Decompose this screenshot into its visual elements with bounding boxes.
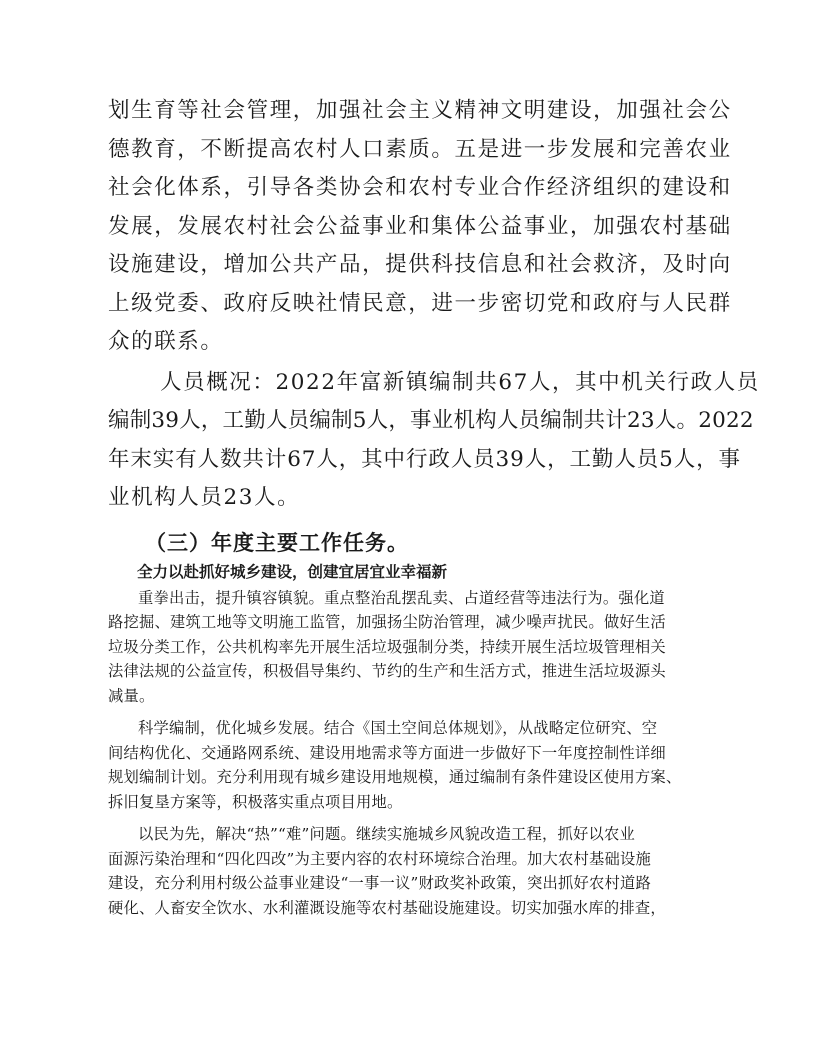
text-line: 年末实有人数共计67人，其中行政人员39人，工勤人员5人，事 — [108, 446, 741, 472]
text-line: 硬化、人畜安全饮水、水利灌溉设施等农村基础设施建设。切实加强水库的排查， — [108, 898, 666, 917]
text-line: 德教育，不断提高农村人口素质。五是进一步发展和完善农业 — [108, 136, 732, 162]
paragraph-governance — [108, 92, 732, 362]
text-line: 上级党委、政府反映社情民意，进一步密切党和政府与人民群 — [108, 290, 732, 316]
text-line: 以民为先，解决“热”“难”问题。继续实施城乡风貌改造工程，抓好以农业 — [138, 825, 635, 843]
text-line: 建设，充分利用村级公益事业建设“一事一议”财政奖补政策，突出抓好农村道路 — [108, 874, 651, 892]
text-line: 科学编制，优化城乡发展。结合《国土空间总体规划》，从战略定位研究、空 — [138, 719, 658, 737]
text-line: 业机构人员23人。 — [108, 485, 301, 510]
text-line: 拆旧复垦方案等，积极落实重点项目用地。 — [108, 792, 403, 811]
document-page — [108, 92, 760, 920]
text-line: 规划编制计划。充分利用现有城乡建设用地规模，通过编制有条件建设区使用方案、 — [108, 768, 682, 786]
section-heading: （三）年度主要工作任务。 — [145, 530, 409, 555]
text-line: 众的联系。 — [108, 329, 224, 354]
subsection-heading: 全力以赴抓好城乡建设，创建宜居宜业幸福新 — [137, 562, 448, 581]
text-line: 重拳出击，提升镇容镇貌。重点整治乱摆乱卖、占道经营等违法行为。强化道 — [138, 588, 665, 607]
text-line: 法律法规的公益宣传，积极倡导集约、节约的生产和生活方式，推进生活垃圾源头 — [108, 662, 666, 680]
text-line: 划生育等社会管理，加强社会主义精神文明建设，加强社会公 — [108, 98, 732, 123]
paragraph-staff-overview — [108, 364, 760, 518]
text-line: 发展，发展农村社会公益事业和集体公益事业，加强农村基础 — [108, 213, 732, 239]
text-line: 间结构优化、交通路网系统、建设用地需求等方面进一步做好下一年度控制性详细 — [108, 743, 666, 762]
paragraph-planning — [108, 716, 708, 814]
text-line: 垃圾分类工作，公共机构率先开展生活垃圾强制分类，持续开展生活垃圾管理相关 — [108, 637, 666, 656]
text-line: 设施建设，增加公共产品，提供科技信息和社会救济，及时向 — [108, 252, 732, 277]
paragraph-rural-infrastructure — [108, 822, 708, 920]
text-line: 路挖掘、建筑工地等文明施工监管，加强扬尘防治管理，减少噪声扰民。做好生活 — [108, 613, 666, 631]
paragraph-town-appearance — [108, 586, 708, 709]
text-line: 面源污染治理和“四化四改”为主要内容的农村环境综合治理。加大农村基础设施 — [108, 849, 651, 868]
text-line: 人员概况：2022年富新镇编制共67人，其中机关行政人员 — [160, 369, 760, 395]
text-line: 减量。 — [108, 686, 155, 705]
text-line: 编制39人，工勤人员编制5人，事业机构人员编制共计23人。2022 — [108, 408, 754, 433]
text-line: 社会化体系，引导各类协会和农村专业合作经济组织的建设和 — [108, 175, 732, 200]
